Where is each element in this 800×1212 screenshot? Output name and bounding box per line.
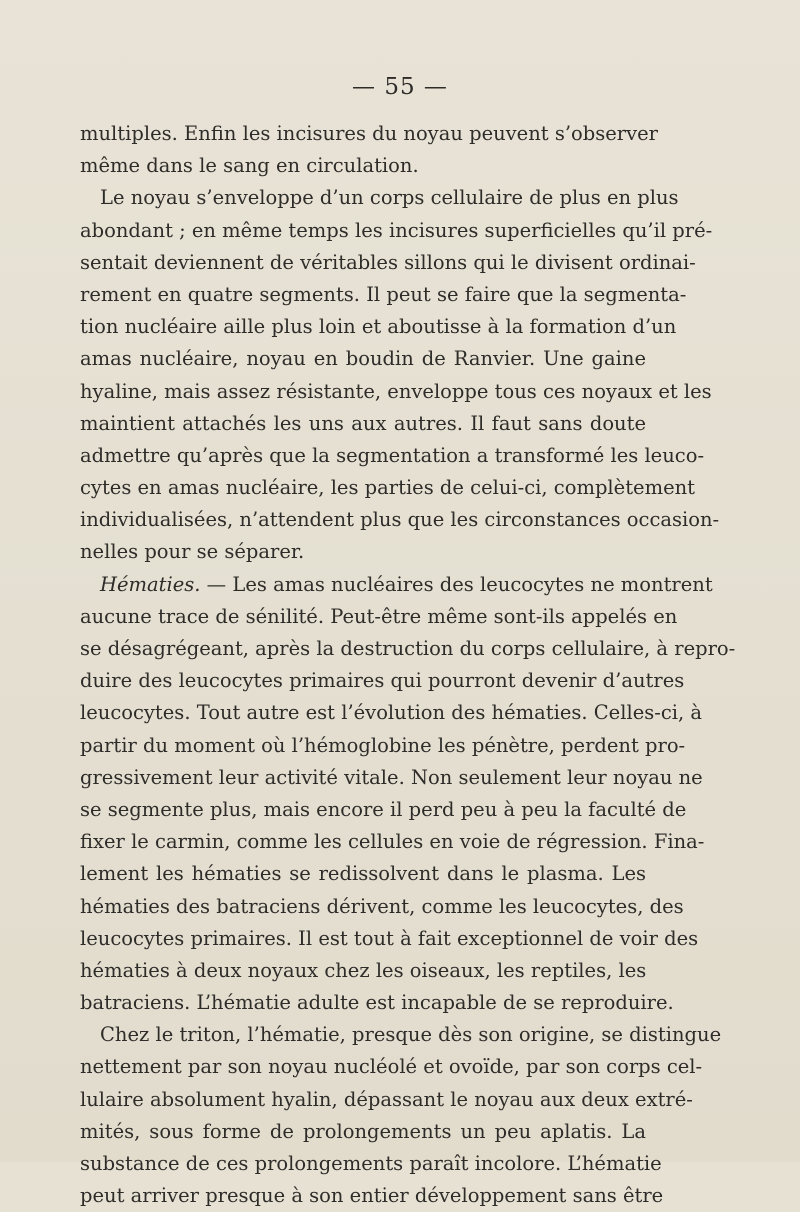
text-line (80, 730, 686, 762)
text-line (80, 794, 687, 826)
text-line (80, 118, 658, 150)
text-line (80, 633, 736, 665)
text-line (80, 987, 674, 1019)
line-text: tion nucléaire aille plus loin et aboutisse à la formation d’un (80, 315, 677, 339)
text-line (80, 150, 646, 182)
line-text: nettement par son noyau nucléolé et ovoïde, par son corps cel- (80, 1055, 703, 1079)
text-line (80, 697, 703, 729)
text-line (80, 826, 705, 858)
line-text: gressivement leur activité vitale. Non seulement leur noyau ne (80, 765, 703, 789)
text-line (80, 182, 679, 214)
body-text (80, 118, 736, 1212)
line-text: se segmente plus, mais encore il perd peu à peu la faculté de (80, 797, 687, 821)
text-line (80, 1116, 646, 1148)
text-line (80, 1180, 664, 1212)
line-text: cytes en amas nucléaire, les parties de celui-ci, complètement (80, 476, 696, 500)
line-text: nelles pour se séparer. (80, 540, 305, 564)
text-line (80, 1148, 662, 1180)
line-text: lulaire absolument hyalin, dépassant le noyau aux deux extré- (80, 1087, 693, 1111)
text-line (80, 343, 646, 375)
line-text: maintient attachés les uns aux autres. Il faut sans doute (80, 411, 646, 435)
text-line (80, 440, 705, 472)
text-line (80, 472, 696, 504)
text-line (80, 762, 703, 794)
text-line (80, 858, 646, 890)
line-text: lement les hématies se redissolvent dans le plasma. Les (80, 862, 646, 886)
text-line (80, 1084, 693, 1116)
text-line (80, 504, 720, 536)
line-text: substance de ces prolongements paraît incolore. L’hématie (80, 1152, 662, 1175)
line-text: duire des leucocytes primaires qui pourront devenir d’autres (80, 669, 685, 693)
text-line (80, 215, 713, 247)
line-text: même dans le sang en circulation. (80, 154, 419, 178)
text-line (80, 891, 684, 923)
line-text: Le noyau s’enveloppe d’un corps cellulaire de plus en plus (100, 186, 679, 210)
text-line (80, 408, 646, 440)
page-number: — 55 — (352, 74, 448, 100)
text-line (80, 1019, 722, 1051)
text-line (80, 1051, 703, 1083)
line-text: hématies à deux noyaux chez les oiseaux, les reptiles, les (80, 958, 647, 982)
line-text: se désagrégeant, après la destruction du corps cellulaire, à repro- (80, 637, 736, 660)
line-text: abondant ; en même temps les incisures superficielles qu’il pré- (80, 218, 713, 242)
section-heading: Hématies. (100, 572, 201, 596)
line-text: sentait deviennent de véritables sillons qui le divisent ordinai- (80, 250, 696, 274)
line-text: rement en quatre segments. Il peut se faire que la segmenta- (80, 282, 687, 306)
line-text: multiples. Enfin les incisures du noyau peuvent s’observer (80, 122, 658, 145)
text-line (80, 601, 678, 633)
line-text: hématies des batraciens dérivent, comme les leucocytes, des (80, 894, 684, 918)
line-text: peut arriver presque à son entier développement sans être (80, 1184, 664, 1208)
text-line (80, 665, 685, 697)
text-line (80, 536, 646, 568)
text-line (80, 311, 677, 343)
text-line (80, 376, 712, 408)
line-text: admettre qu’après que la segmentation a transformé les leuco- (80, 443, 705, 467)
line-text: leucocytes primaires. Il est tout à fait exceptionnel de voir des (80, 926, 699, 950)
text-line (80, 923, 699, 955)
text-line (80, 279, 687, 311)
line-text: fixer le carmin, comme les cellules en voie de régression. Fina- (80, 830, 705, 854)
line-text: batraciens. L’hématie adulte est incapable de se reproduire. (80, 991, 674, 1015)
line-text: individualisées, n’attendent plus que les circonstances occasion- (80, 508, 720, 532)
line-text: leucocytes. Tout autre est l’évolution des hématies. Celles-ci, à (80, 701, 703, 725)
line-text: amas nucléaire, noyau en boudin de Ranvier. Une gaine (80, 347, 646, 371)
line-text: — Les amas nucléaires des leucocytes ne montrent (200, 572, 713, 596)
text-line (80, 247, 696, 279)
line-text: aucune trace de sénilité. Peut-être même sont-ils appelés en (80, 604, 678, 628)
line-text: mités, sous forme de prolongements un peu aplatis. La (80, 1119, 646, 1143)
line-text: hyaline, mais assez résistante, enveloppe tous ces noyaux et les (80, 379, 712, 403)
line-text: partir du moment où l’hémoglobine les pénètre, perdent pro- (80, 733, 686, 757)
line-text: Chez le triton, l’hématie, presque dès son origine, se distingue (100, 1023, 722, 1047)
text-line (80, 955, 646, 987)
text-line (80, 569, 713, 601)
